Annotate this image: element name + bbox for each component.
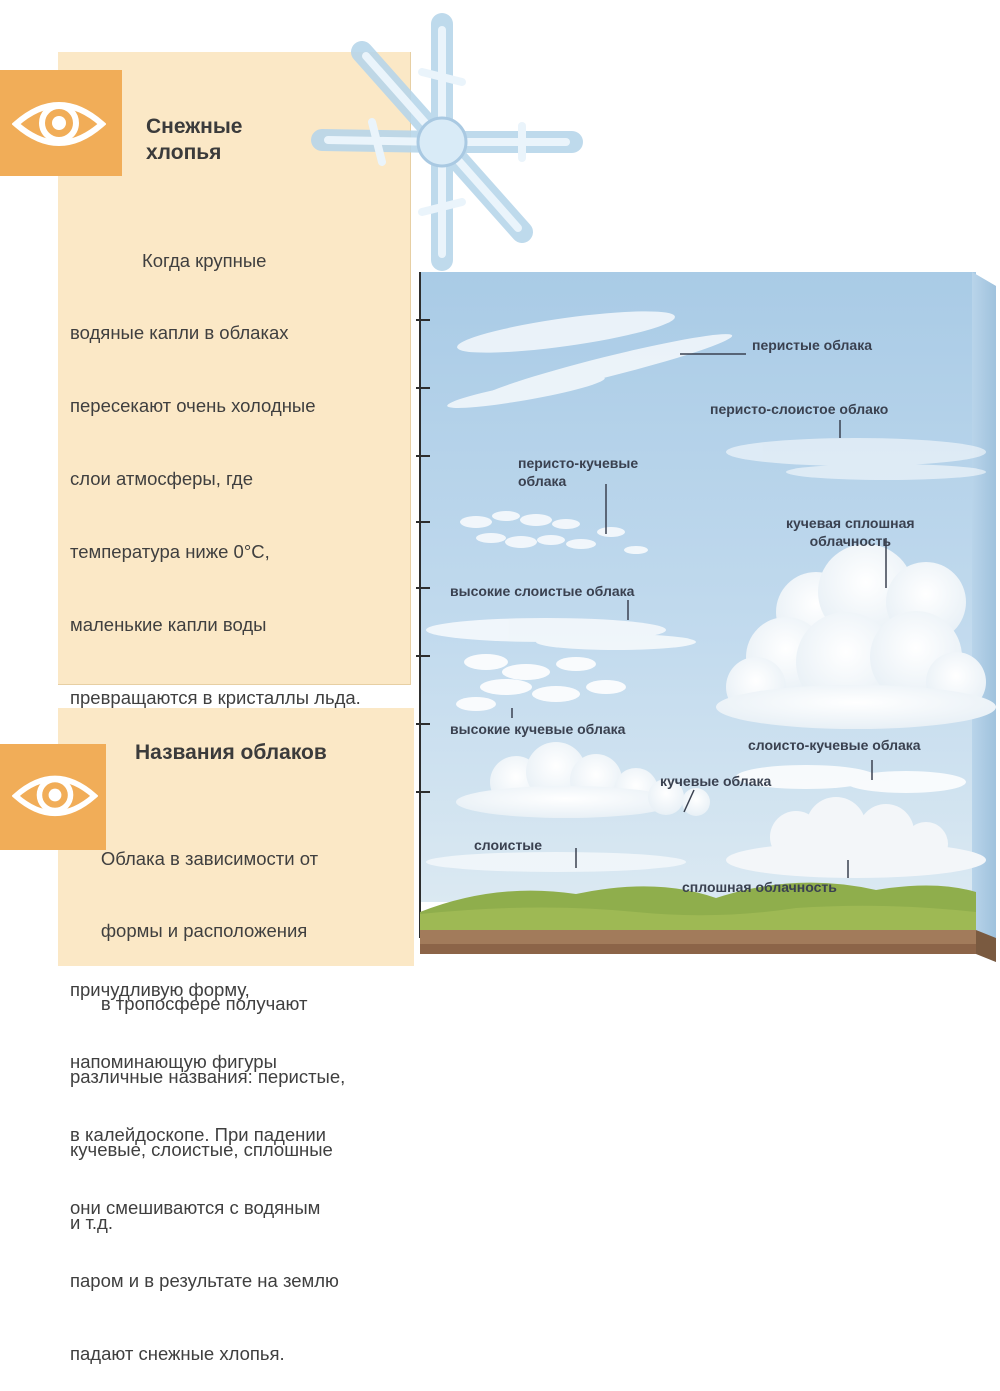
text-line: и т.д.: [70, 1212, 113, 1234]
text-line: падают снежные хлопья.: [70, 1342, 285, 1364]
text-line: они смешиваются с водяным: [70, 1197, 321, 1219]
text-line: температура ниже 0°C,: [70, 541, 270, 563]
text-line: кучевые, слоистые, сплошные: [70, 1139, 333, 1161]
text-line: в калейдоскопе. При падении: [70, 1124, 327, 1146]
text-line: превращаются в кристаллы льда.: [70, 686, 361, 708]
label-stratocumulus: слоисто-кучевые облака: [748, 737, 921, 753]
label-nimbostratus: сплошная облачность: [682, 879, 837, 895]
text-line: в тропосфере получают: [70, 993, 308, 1015]
eye-icon: [12, 90, 106, 156]
text-line: напоминающую фигуры: [70, 1051, 277, 1073]
text-line: формы и расположения: [70, 920, 308, 942]
heading-line-2: хлопья: [146, 141, 222, 164]
text-line: слои атмосферы, где: [70, 468, 254, 490]
stratus-clouds: [426, 852, 686, 872]
cloud-names-heading: Названия облаков: [135, 741, 327, 764]
label-cumulus: кучевые облака: [660, 773, 772, 789]
text-line: пересекают очень холодные: [70, 395, 316, 417]
label-altocumulus: высокие кучевые облака: [450, 721, 626, 737]
cloud-names-paragraph: [70, 798, 345, 1260]
label-cirrus: перистые облака: [752, 337, 872, 353]
text-line: маленькие капли воды: [70, 614, 267, 636]
label-cumulonimbus: кучевая сплошная облачность: [786, 515, 915, 549]
label-altostratus: высокие слоистые облака: [450, 583, 635, 599]
label-cirrostratus: перисто-слоистое облако: [710, 401, 889, 417]
heading-line-1: Снежные: [146, 115, 243, 138]
text-line: водяные капли в облаках: [70, 322, 289, 344]
sky-illustration: [416, 262, 1000, 966]
label-cirrocumulus: перисто-кучевые облака: [518, 455, 639, 489]
snowflakes-heading: [146, 114, 296, 166]
eye-icon-tile: [0, 70, 122, 176]
cloud-types-diagram: [416, 262, 1000, 966]
text-line: различные названия: перистые,: [70, 1066, 346, 1088]
text-line: паром и в результате на землю: [70, 1270, 339, 1292]
text-line: причудливую форму,: [70, 978, 250, 1000]
text-line: Когда крупные: [70, 249, 267, 271]
label-stratus: слоистые: [474, 837, 543, 853]
snowflake-illustration: [294, 6, 590, 274]
text-line: Облака в зависимости от: [70, 847, 319, 869]
